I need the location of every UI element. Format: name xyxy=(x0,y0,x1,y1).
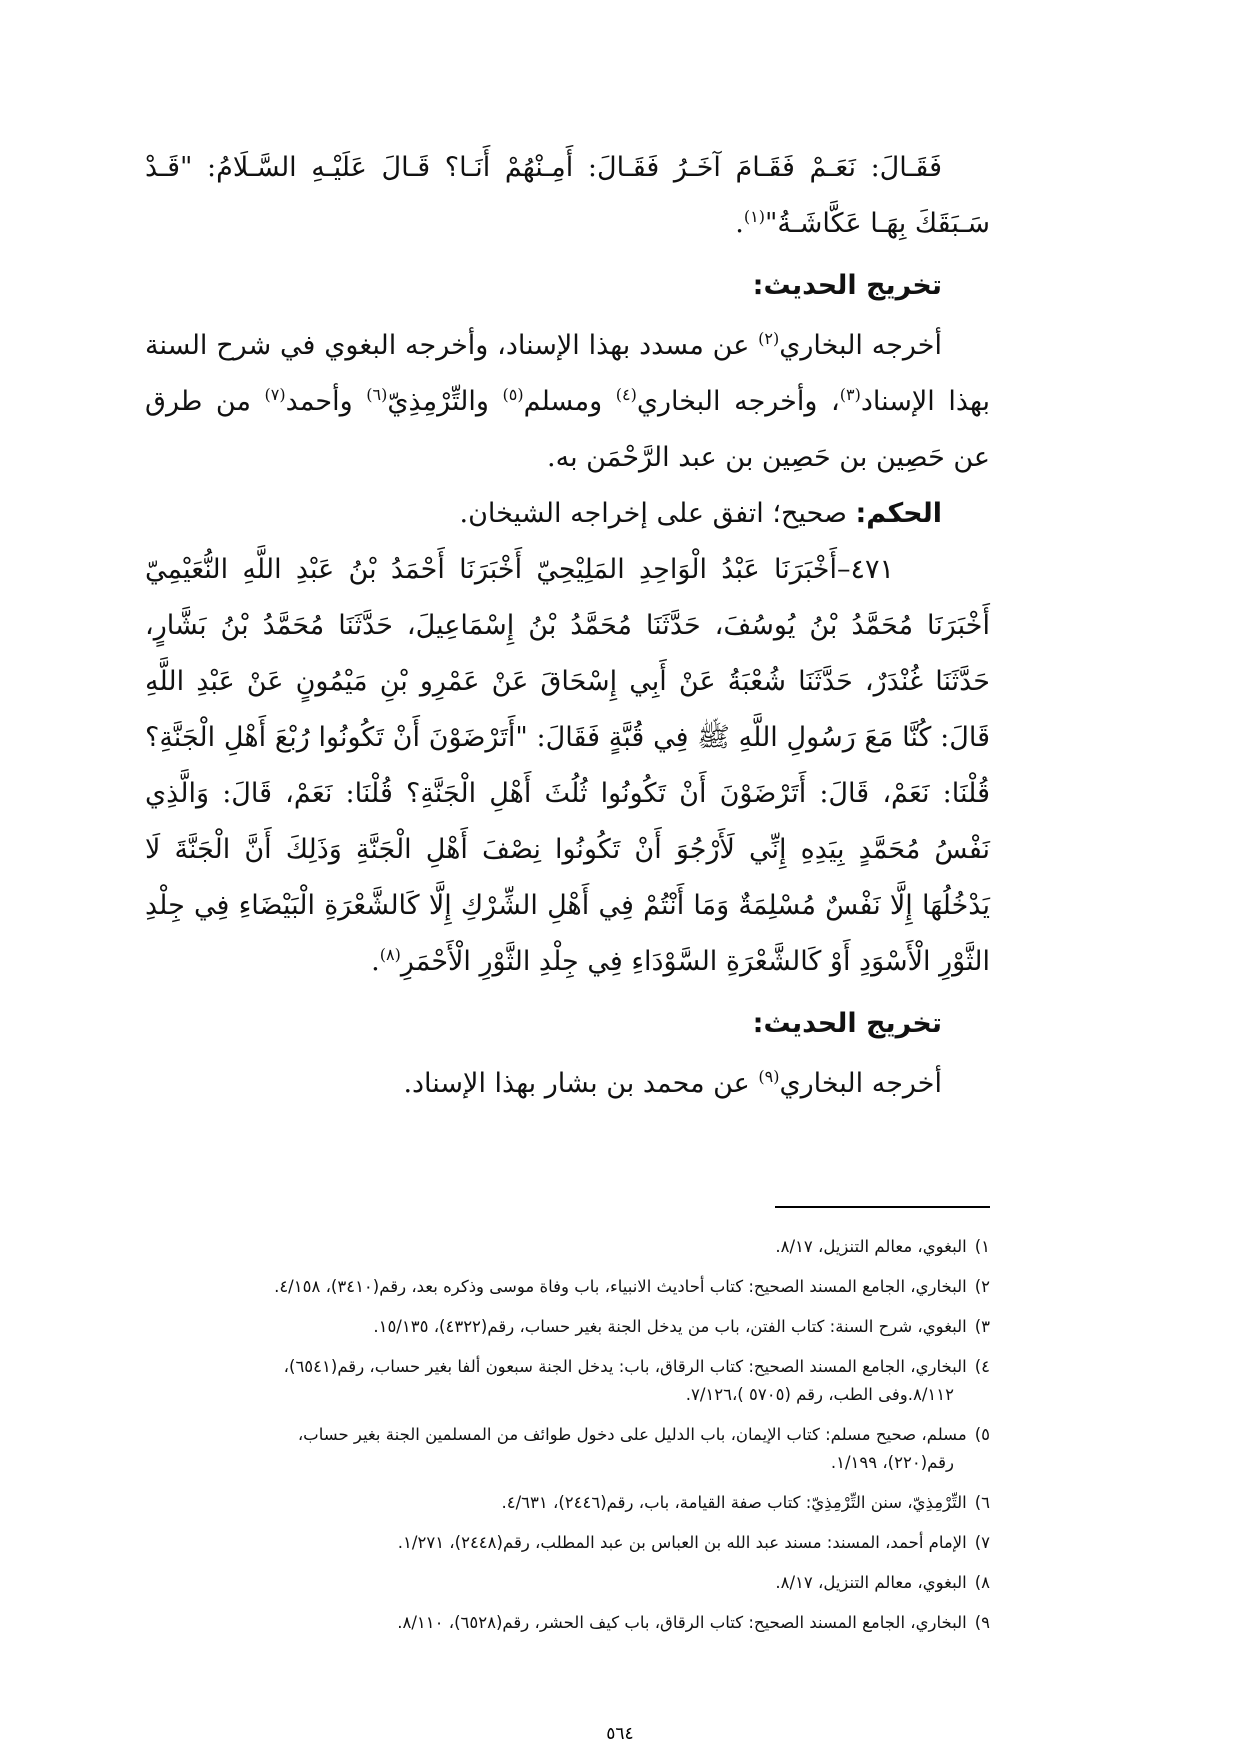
paragraph-3 xyxy=(145,1056,990,1112)
ruling-label: الحكم: xyxy=(855,498,942,529)
text-run: والتِّرْمِذِيّ xyxy=(387,386,503,417)
footnote-ref-4[interactable]: (٤) xyxy=(615,385,637,404)
footnote-8 xyxy=(145,1569,990,1597)
paragraph-1 xyxy=(145,140,990,252)
ruling-paragraph xyxy=(145,486,990,542)
paragraph-2 xyxy=(145,318,990,486)
footnote-7 xyxy=(145,1529,990,1557)
hadith-number: ٤٧١– xyxy=(836,554,894,585)
footnote-text: البخاري، الجامع المسند الصحيح: كتاب الرقاق، باب: يدخل الجنة سبعون ألفا بغير حساب، رقم(٦٥٤١)، xyxy=(283,1357,967,1376)
footnote-text: البخاري، الجامع المسند الصحيح: كتاب أحاديث الانبياء، باب وفاة موسى وذكره بعد، رقم(٣٤١٠)، ٤/١٥٨. xyxy=(274,1277,967,1296)
footnote-text: التِّرْمِذِيّ، سنن التِّرْمِذِيّ: كتاب صفة القيامة، باب، رقم(٢٤٤٦)، ٤/٦٣١. xyxy=(501,1493,967,1512)
footnote-number: ١) xyxy=(974,1237,990,1256)
text-run: عن محمد بن بشار بهذا الإسناد. xyxy=(403,1068,759,1099)
footnote-3 xyxy=(145,1313,990,1341)
footnote-ref-5[interactable]: (٥) xyxy=(502,385,524,404)
hadith-paragraph xyxy=(145,542,990,990)
footnote-ref-9[interactable]: (٩) xyxy=(758,1067,780,1086)
section-heading-2: تخريج الحديث: xyxy=(752,1008,942,1039)
footnote-continuation: رقم(٢٢٠)، ١/١٩٩. xyxy=(830,1453,954,1472)
ruling-text: صحيح؛ اتفق على إخراجه الشيخان. xyxy=(459,498,856,529)
footnote-number: ٢) xyxy=(974,1277,990,1296)
footnote-number: ٩) xyxy=(974,1613,990,1632)
footnote-text: الإمام أحمد، المسند: مسند عبد الله بن العباس بن عبد المطلب، رقم(٢٤٤٨)، ١/٢٧١. xyxy=(397,1533,967,1552)
footnote-text: البخاري، الجامع المسند الصحيح: كتاب الرقاق، باب كيف الحشر، رقم(٦٥٢٨)، ٨/١١٠. xyxy=(397,1613,967,1632)
footnote-number: ٧) xyxy=(974,1533,990,1552)
page-number: ٥٦٤ xyxy=(606,1724,634,1744)
text-run: ومسلم xyxy=(523,386,616,417)
text-run: أخرجه البخاري xyxy=(779,1068,942,1099)
footnote-continuation: ٨/١١٢.وفى الطب، رقم (٥٧٠٥ )،٧/١٢٦. xyxy=(685,1385,954,1404)
footnote-text: البغوي، معالم التنزيل، ٨/١٧. xyxy=(775,1573,967,1592)
text-run: . xyxy=(371,946,380,977)
footnote-2 xyxy=(145,1273,990,1301)
text-run: من طرق عن حَصِين بن حَصِين بن عبد الرَّحْمَن به. xyxy=(145,386,990,473)
footnote-6 xyxy=(145,1489,990,1517)
footnote-9 xyxy=(145,1609,990,1637)
footnote-number: ٨) xyxy=(974,1573,990,1592)
hadith-text: أَخْبَرَنَا عَبْدُ الْوَاحِدِ المَلِيْحِيّ أَخْبَرَنَا أَحْمَدُ بْنُ عَبْدِ اللَّهِ النُّعَيْمِيّ أَخْبَرَنَا مُحَمَّدُ بْنُ يُوسُفَ، حَدَّثَنَا مُحَمَّدُ بْنُ إِسْمَاعِيلَ، حَدَّثَنَا مُحَمَّدُ بْنُ بَشَّارٍ، حَدَّثَنَا غُنْدَرٌ، حَدَّثَنَا شُعْبَةُ عَنْ أَبِي إِسْحَاقَ عَنْ عَمْرِو بْنِ مَيْمُونٍ عَنْ عَبْدِ اللَّهِ قَالَ: كُنَّا مَعَ رَسُولِ اللَّهِ ﷺ فِي قُبَّةٍ فَقَالَ: "أَتَرْضَوْنَ أَنْ تَكُونُوا رُبْعَ أَهْلِ الْجَنَّةِ؟ قُلْنَا: نَعَمْ، قَالَ: أَتَرْضَوْنَ أَنْ تَكُونُوا ثُلُثَ أَهْلِ الْجَنَّةِ؟ قُلْنَا: نَعَمْ، قَالَ: وَالَّذِي نَفْسُ مُحَمَّدٍ بِيَدِهِ إِنِّي لَأَرْجُوَ أَنْ تَكُونُوا نِصْفَ أَهْلِ الْجَنَّةِ وَذَلِكَ أَنَّ الْجَنَّةَ لَا يَدْخُلُهَا إِلَّا نَفْسٌ مُسْلِمَةٌ وَمَا أَنْتُمْ فِي أَهْلِ الشِّرْكِ إِلَّا كَالشَّعْرَةِ الْبَيْضَاءِ فِي جِلْدِ الثَّوْرِ الْأَسْوَدِ أَوْ كَالشَّعْرَةِ السَّوْدَاءِ فِي جِلْدِ الثَّوْرِ الْأَحْمَرِ xyxy=(145,554,990,977)
text-run: أخرجه البخاري xyxy=(779,330,942,361)
footnote-ref-8[interactable]: (٨) xyxy=(379,945,401,964)
text-run: ، وأخرجه البخاري xyxy=(636,386,840,417)
footnote-text: البغوي، معالم التنزيل، ٨/١٧. xyxy=(775,1237,967,1256)
footnote-text: مسلم، صحيح مسلم: كتاب الإيمان، باب الدليل على دخول طوائف من المسلمين الجنة بغير حساب، xyxy=(297,1425,967,1444)
page-body xyxy=(145,140,990,1112)
text-run: . xyxy=(735,208,744,239)
text-run: وأحمد xyxy=(285,386,367,417)
footnote-number: ٣) xyxy=(974,1317,990,1336)
footnote-text: البغوي، شرح السنة: كتاب الفتن، باب من يدخل الجنة بغير حساب، رقم(٤٣٢٢)، ١٥/١٣٥. xyxy=(373,1317,967,1336)
footnote-ref-3[interactable]: (٣) xyxy=(839,385,861,404)
footnote-5 xyxy=(145,1421,990,1477)
footnote-number: ٤) xyxy=(974,1357,990,1376)
text-run: عن مسدد بهذا الإسناد، وأخرجه البغوي في شرح السنة بهذا الإسناد xyxy=(145,330,990,417)
footnote-separator xyxy=(775,1206,990,1208)
text-run: فَقَـالَ: نَعَـمْ فَقَـامَ آخَـرُ فَقَـالَ: أَمِـنْهُمْ أَنَـا؟ قَـالَ عَلَيْـهِ السَّـلَامُ: "قَـدْ سَـبَقَكَ بِهَـا عَكَّاشَـةُ" xyxy=(145,152,990,239)
footnote-ref-1[interactable]: (١) xyxy=(743,207,765,226)
footnote-1 xyxy=(145,1233,990,1261)
footnote-ref-2[interactable]: (٢) xyxy=(758,329,780,348)
footnote-number: ٦) xyxy=(974,1493,990,1512)
footnotes xyxy=(145,1233,990,1649)
section-heading-1: تخريج الحديث: xyxy=(752,270,942,301)
footnote-ref-6[interactable]: (٦) xyxy=(366,385,388,404)
footnote-number: ٥) xyxy=(974,1425,990,1444)
footnote-ref-7[interactable]: (٧) xyxy=(264,385,286,404)
footnote-4 xyxy=(145,1353,990,1409)
